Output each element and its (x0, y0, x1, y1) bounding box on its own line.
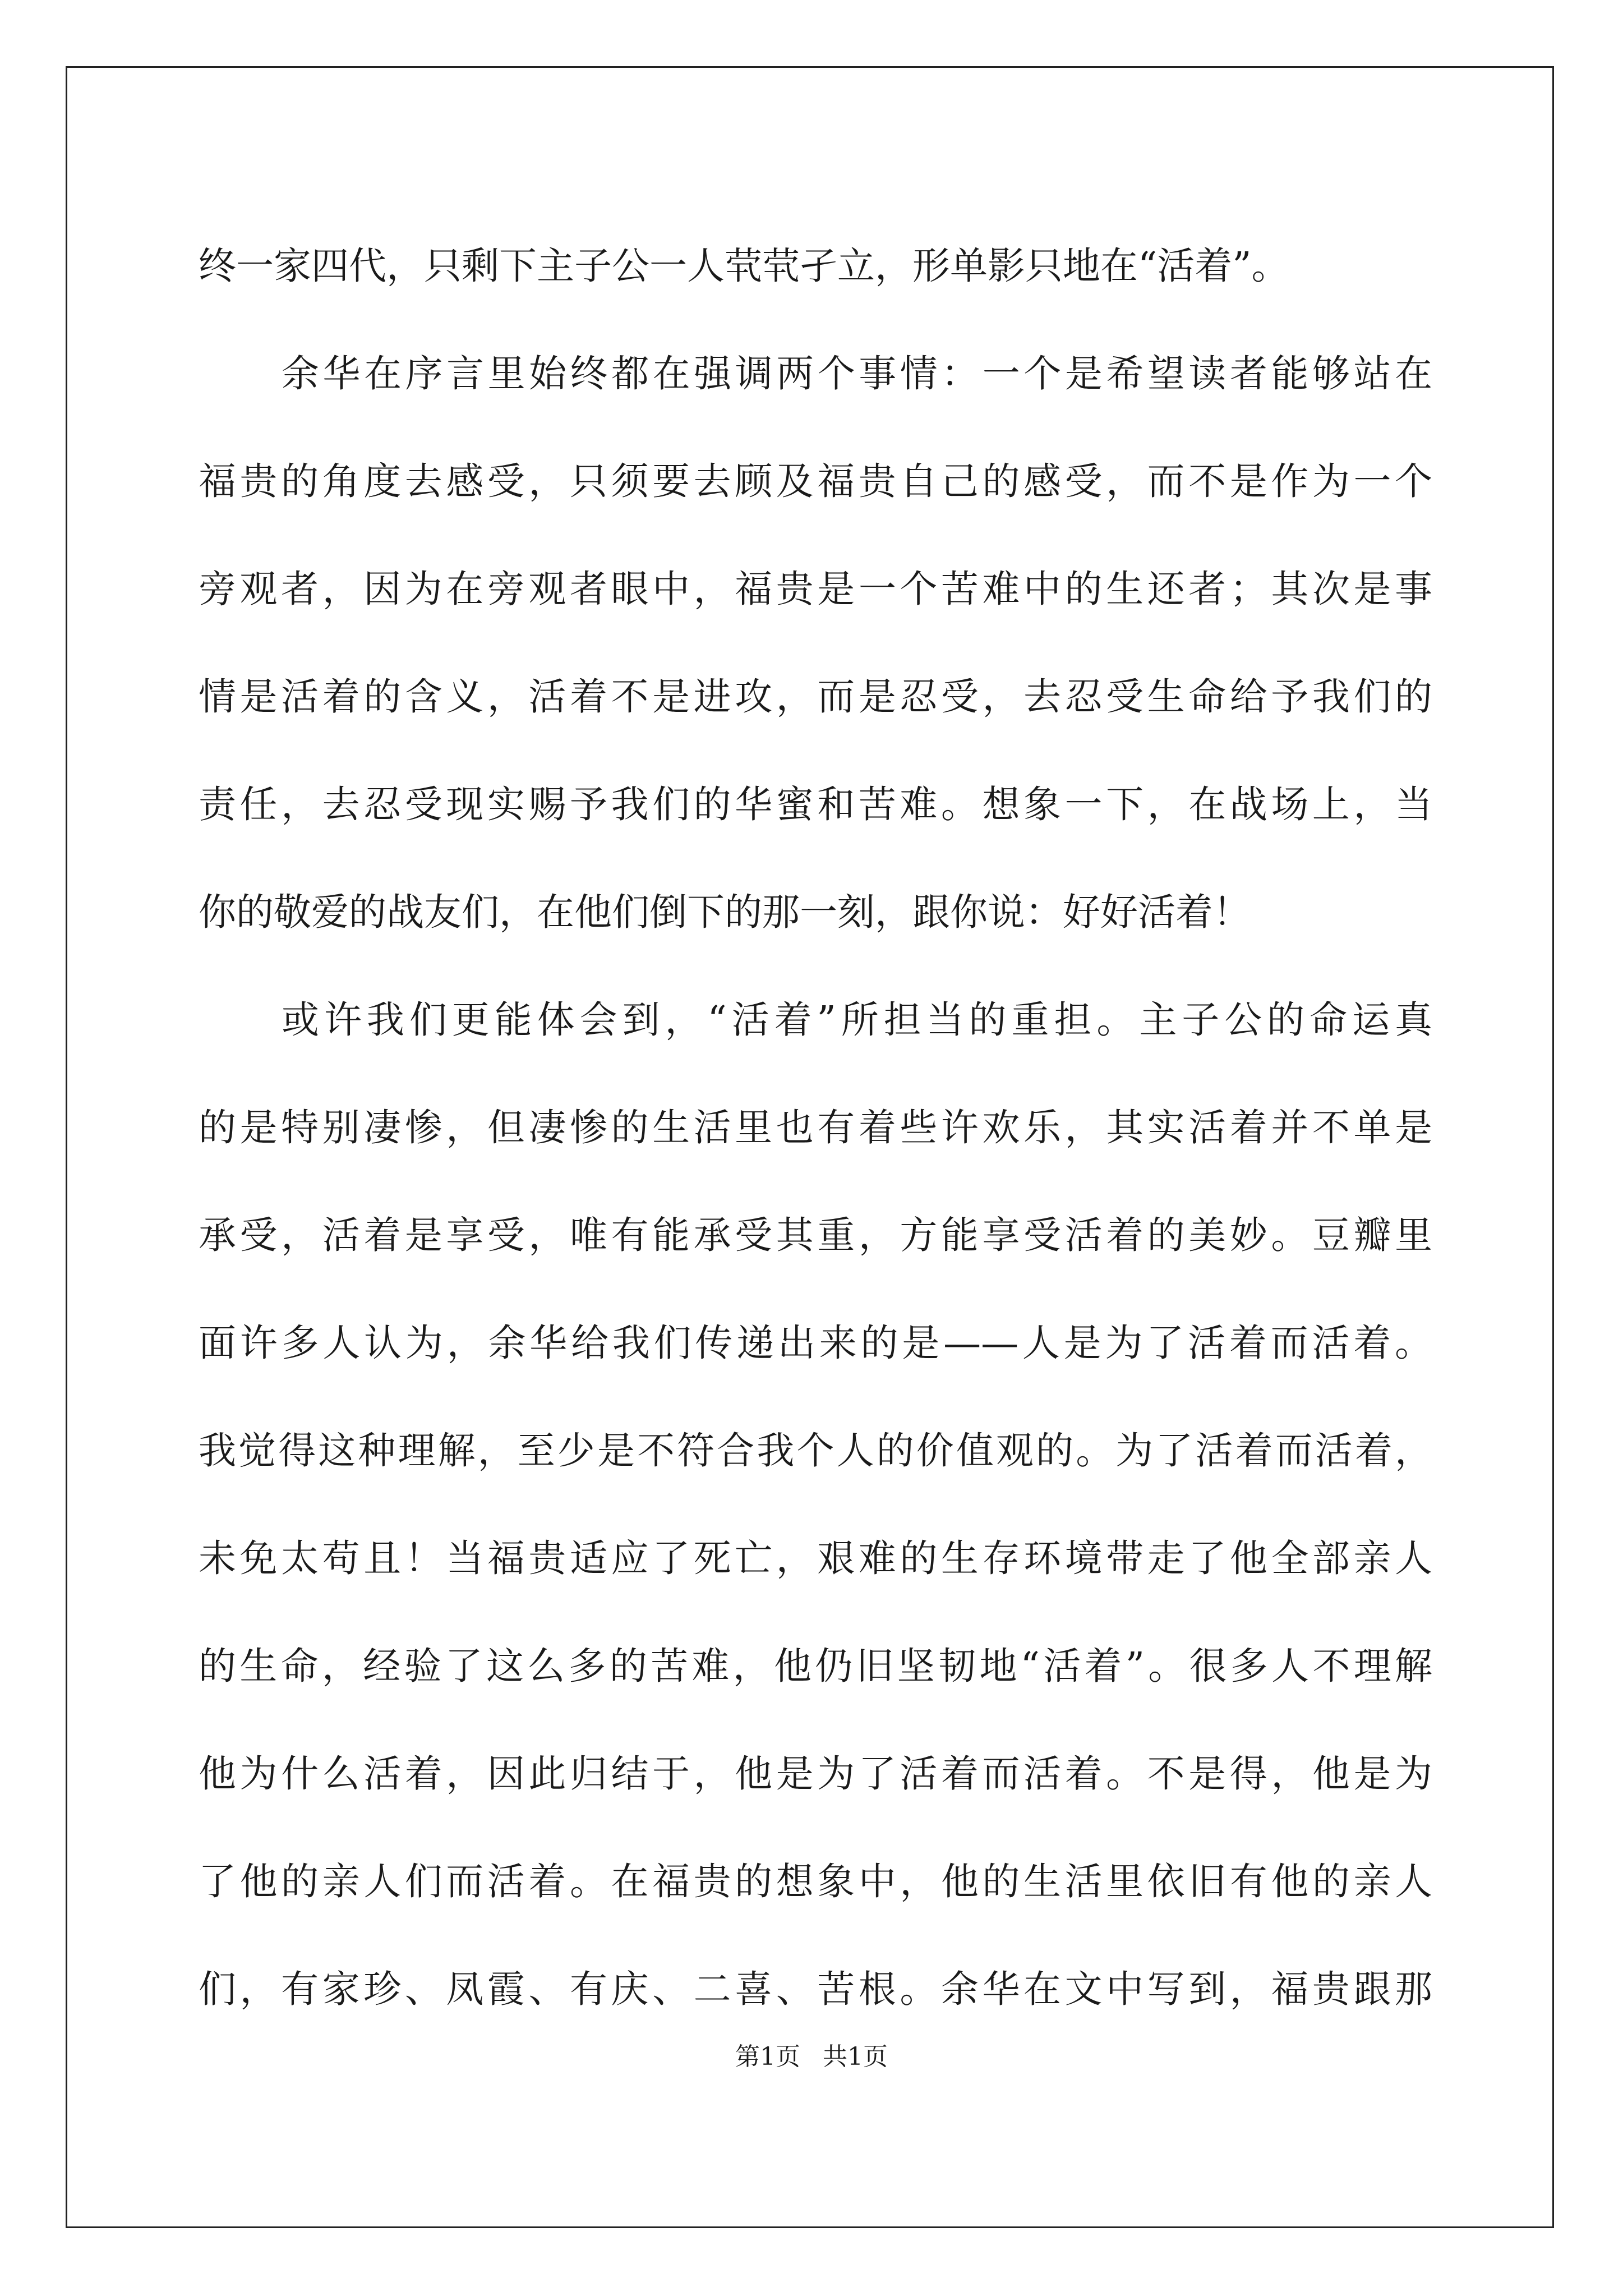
text-line: 情是活着的含义，活着不是进攻，而是忍受，去忍受生命给予我们的 (199, 675, 1432, 719)
text-line: 你的敬爱的战友们，在他们倒下的那一刻，跟你说：好好活着！ (199, 890, 1251, 934)
text-line: 旁观者，因为在旁观者眼中，福贵是一个苦难中的生还者；其次是事 (199, 567, 1432, 611)
document-body (199, 212, 1432, 2043)
text-line: 或许我们更能体会到，“活着”所担当的重担。主子公的命运真 (282, 998, 1432, 1042)
text-line: 未免太苟且！当福贵适应了死亡，艰难的生存环境带走了他全部亲人 (199, 1536, 1432, 1580)
text-line: 面许多人认为，余华给我们传递出来的是——人是为了活着而活着。 (199, 1321, 1432, 1365)
text-line: 终一家四代，只剩下主子公一人茕茕孑立，形单影只地在“活着”。 (199, 244, 1289, 288)
text-line: 们，有家珍、凤霞、有庆、二喜、苦根。余华在文中写到，福贵跟那 (199, 1967, 1432, 2011)
page-total: 共1页 (823, 2042, 888, 2071)
text-line: 了他的亲人们而活着。在福贵的想象中，他的生活里依旧有他的亲人 (199, 1860, 1432, 1903)
text-line: 责任，去忍受现实赐予我们的华蜜和苦难。想象一下，在战场上，当 (199, 783, 1432, 826)
page-footer (0, 2036, 1623, 2072)
page-number: 第1页 (735, 2042, 800, 2071)
text-line: 我觉得这种理解，至少是不符合我个人的价值观的。为了活着而活着， (199, 1429, 1432, 1473)
text-line: 的是特别凄惨，但凄惨的生活里也有着些许欢乐，其实活着并不单是 (199, 1106, 1432, 1149)
text-line: 承受，活着是享受，唯有能承受其重，方能享受活着的美妙。豆瓣里 (199, 1213, 1432, 1257)
text-line: 福贵的角度去感受，只须要去顾及福贵自己的感受，而不是作为一个 (199, 459, 1432, 503)
text-line: 他为什么活着，因此归结于，他是为了活着而活着。不是得，他是为 (199, 1752, 1432, 1796)
text-line: 余华在序言里始终都在强调两个事情：一个是希望读者能够站在 (282, 352, 1432, 395)
text-line: 的生命，经验了这么多的苦难，他仍旧坚韧地“活着”。很多人不理解 (199, 1644, 1432, 1688)
